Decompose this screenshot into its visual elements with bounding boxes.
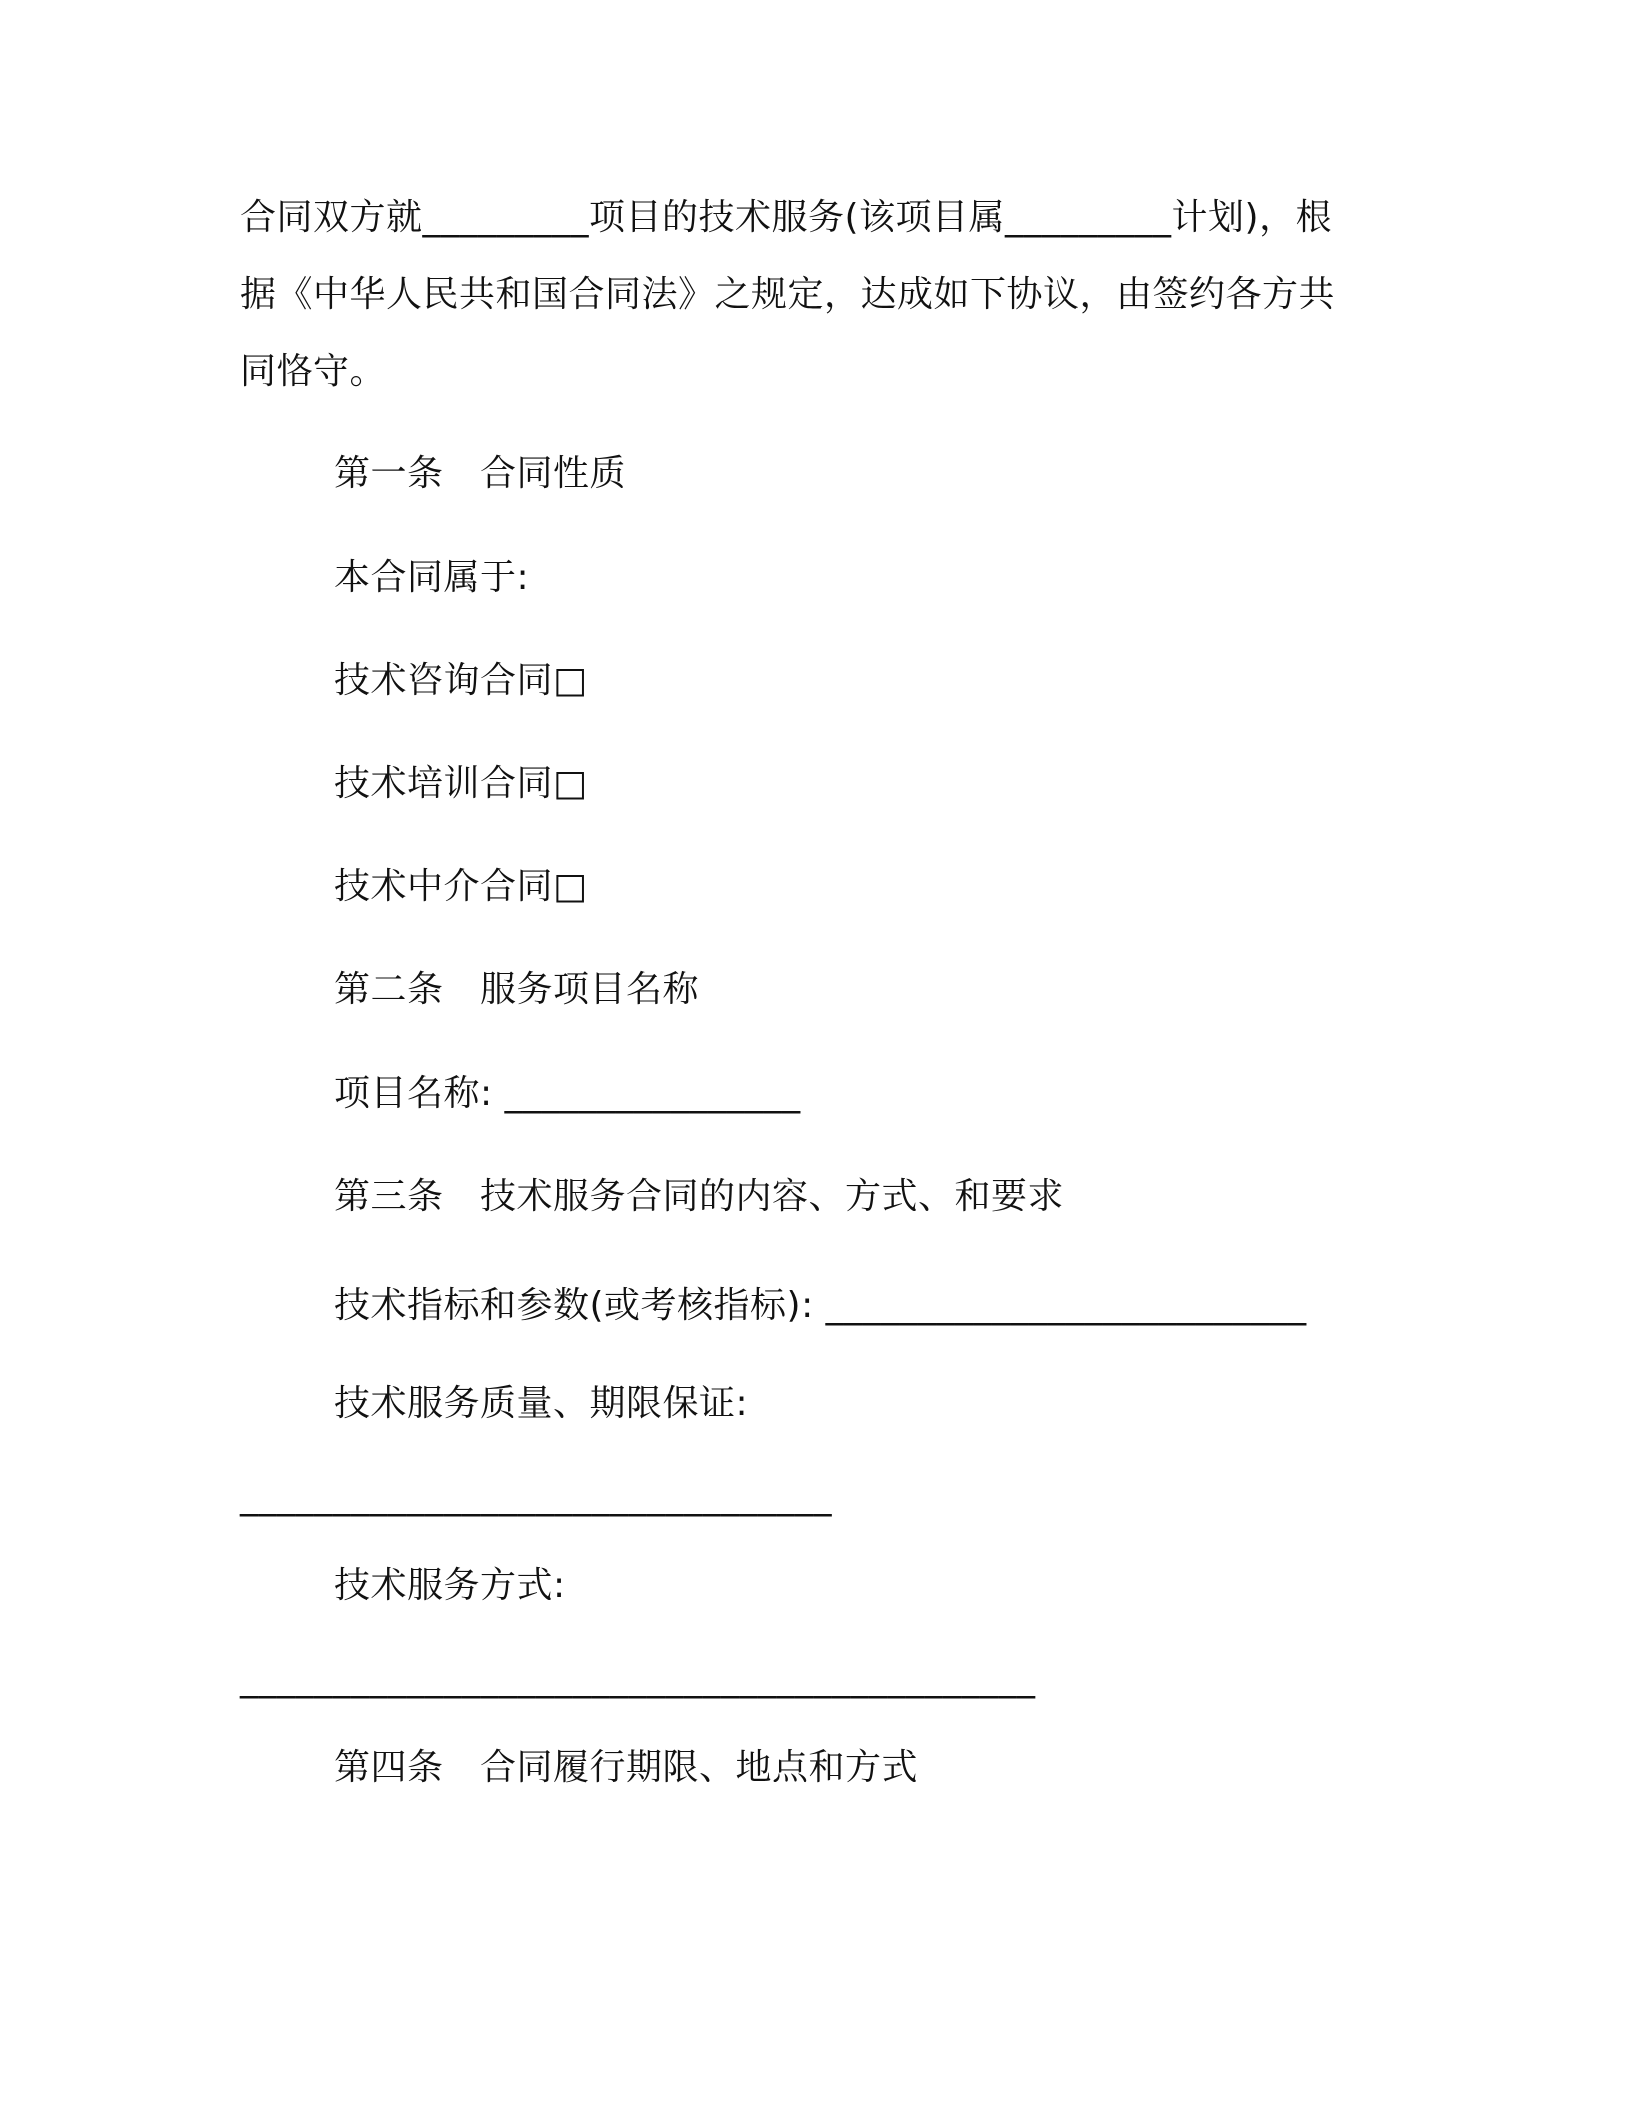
option-technical-training: 技术培训合同□ <box>334 763 588 804</box>
option-technical-intermediary: 技术中介合同□ <box>334 866 588 907</box>
article-1-belongs-label: 本合同属于: <box>334 557 530 598</box>
intro-line-2: 据《中华人民共和国合同法》之规定，达成如下协议，由签约各方共 <box>240 274 1336 315</box>
intro-line-3: 同恪守。 <box>240 351 387 392</box>
article-1-heading: 第一条 合同性质 <box>334 453 627 494</box>
article-4-heading: 第四条 合同履行期限、地点和方式 <box>334 1747 919 1788</box>
service-method-blank: ___________________________________________ <box>240 1658 1036 1699</box>
option-technical-consulting: 技术咨询合同□ <box>334 660 588 701</box>
service-quality-blank: ________________________________ <box>240 1476 832 1517</box>
article-2-heading: 第二条 服务项目名称 <box>334 969 700 1010</box>
intro-line-1: 合同双方就_________项目的技术服务(该项目属_________计划)，根 <box>240 197 1333 238</box>
service-quality-label: 技术服务质量、期限保证: <box>334 1383 749 1424</box>
technical-indicators-field: 技术指标和参数(或考核指标): __________________________ <box>334 1285 1307 1326</box>
article-3-heading: 第三条 技术服务合同的内容、方式、和要求 <box>334 1176 1065 1217</box>
project-name-field: 项目名称: ________________ <box>334 1073 801 1114</box>
service-method-label: 技术服务方式: <box>334 1565 566 1606</box>
